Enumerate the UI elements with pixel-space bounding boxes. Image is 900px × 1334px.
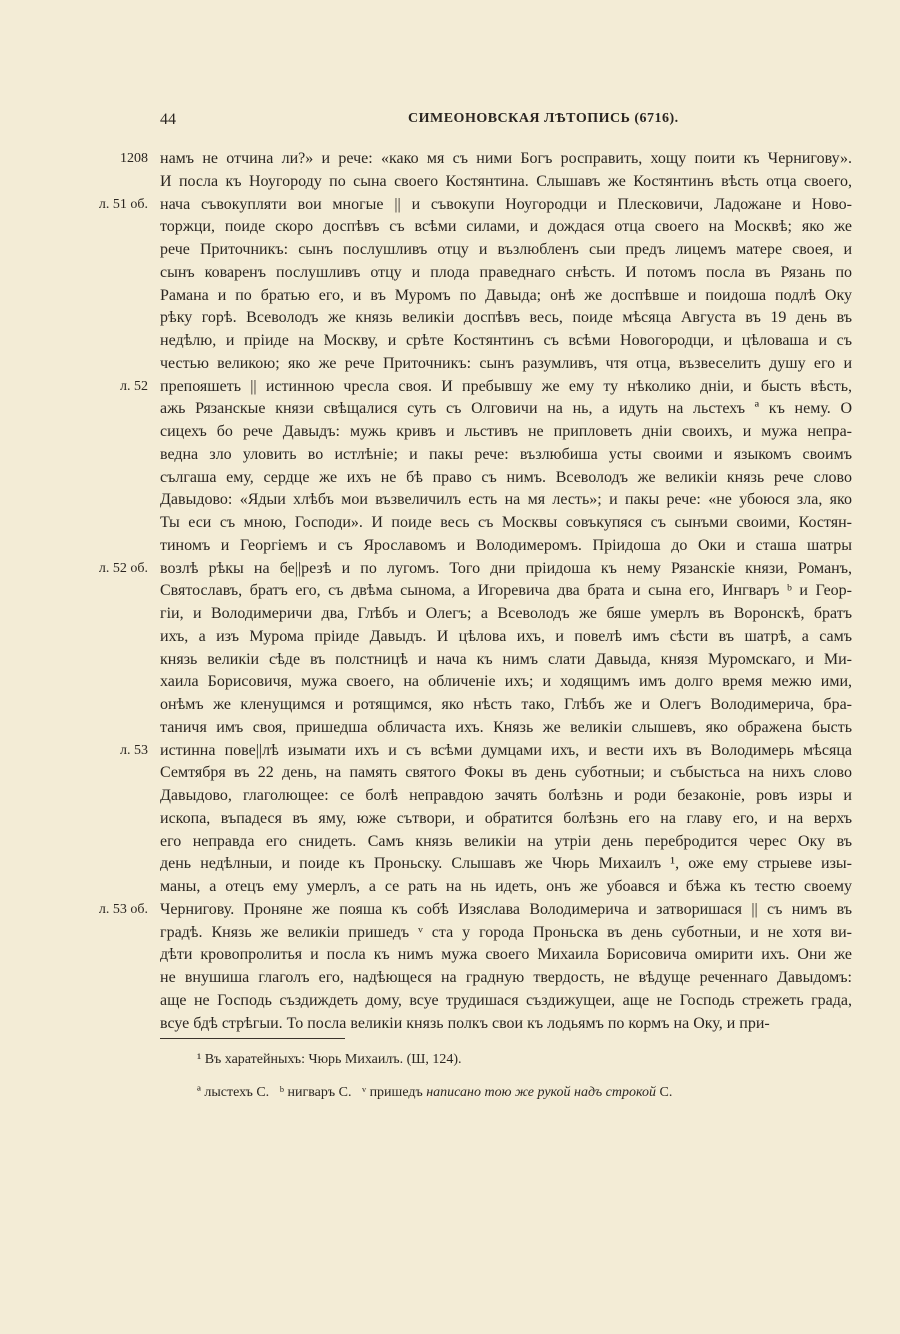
variant-a: ª лыстехъ С. [197,1085,270,1100]
text-line [0,876,900,899]
text-line [0,535,900,558]
text-line [0,717,900,740]
line-text: князь великіи сѣде въ полстницѣ и нача къ нимъ слати Давыда, князя Муромскаго, и Ми- [160,650,852,668]
line-text: честью великою; яко же рече Приточникъ: сынъ разумливъ, чтя отца, възвеселить душу его и [160,354,852,372]
line-text: намъ не отчина ли?» и рече: «како мя съ ними Богъ росправить, хощу поити къ Чернигову». [160,150,852,167]
line-text: день недѣлныи, и поиде къ Проньску. Слышавъ же Чюрь Михаилъ ¹, оже ему стрыеве изы- [160,855,852,873]
text-line [0,353,900,376]
text-line [0,285,900,308]
line-text: ведна зло уловить во истлѣніе; и пакы рече: възлюбиша усты своими и языкомъ своимъ [160,445,852,463]
line-text: не внушиша глаголъ его, надѣющеся на градную твердость, не вѣдуще реченнаго Давыдомъ: [160,969,852,986]
line-text: маны, а отецъ ему умерлъ, а се рать на нь идеть, онъ же убоався и бѣжа къ тестю своему [160,878,852,895]
text-line [0,762,900,785]
line-text: ископа, въпадеся въ яму, юже сътвори, и обратится болѣзнь его на главу его, и на верхъ [160,809,852,827]
text-line [0,489,900,512]
text-line [0,626,900,649]
variant-b: ᵇ нигваръ С. [279,1085,352,1100]
text-line [0,330,900,353]
footnote: ¹ Въ харатейныхъ: Чюрь Михаилъ. (Ш, 124). [197,1052,462,1067]
text-line [0,740,900,763]
margin-note: л. 52 [120,378,148,394]
variant-c-note: написано тою же рукой надъ строкой [426,1085,657,1100]
line-text: Ты еси съ мною, Господи». И поиде весь съ Москвы совъкупяся съ сынъми своими, Костян- [160,514,852,531]
line-text: ажь Рязанскые князи свѣщалися суть съ Олговичи на нь, а идуть на льстехъ ª къ нему. О [160,400,852,418]
text-line [0,398,900,421]
text-line [0,262,900,285]
line-text: рече Приточникъ: сынъ послушливъ отцу и възлюбленъ сыи предъ лицемъ матере своея, и [160,241,852,258]
line-text: хаила Борисовичя, мужа своего, на обличеніе ихъ; и ходящимъ имъ долго время межю ими, [160,673,852,691]
line-text: таничя имъ своя, пришедша обличаста ихъ. Князь же великіи слышевъ, яко ображена бысть [160,718,852,736]
page-number: 44 [160,111,176,128]
text-line [0,580,900,603]
line-text: сицехъ бо рече Давыдъ: мужь кривъ и льстивъ не припловеть дніи своихъ, и мужа непра- [160,423,852,440]
footnote-divider [160,1038,345,1039]
margin-note: л. 52 об. [98,560,148,576]
text-line [0,216,900,239]
text-line [0,853,900,876]
text-line [0,467,900,490]
text-line [0,558,900,581]
line-text: препояшеть || истинною чресла своя. И пребывшу же ему ту нѣколико дніи, и бысть вѣсть, [160,377,852,395]
variant-c-source: С. [659,1085,673,1100]
line-text: Святославъ, братъ его, съ двѣма сынома, а Игоревича два брата и сына его, Ингваръ ᵇ и Геор- [160,582,852,600]
text-line [0,922,900,945]
text-line [0,512,900,535]
line-text: гіи, и Володимеричи два, Глѣбъ и Олегъ; а Всеволодъ же бяше умерлъ въ Воронскѣ, братъ [160,605,852,622]
text-line [0,603,900,626]
margin-note: л. 51 об. [98,196,148,212]
text-line [0,307,900,330]
line-text: недѣлю, и пріиде на Москву, и срѣте Костянтинъ съ всѣми Новогородци, и цѣловаша и съ [160,332,852,349]
page-header [0,105,900,135]
text-line [0,899,900,922]
text-line [0,944,900,967]
text-line [0,239,900,262]
chronicle-text [0,148,900,1035]
line-text: Чернигову. Проняне же пояша къ собѣ Изяслава Володимерича и затворишася || съ нимъ въ [160,900,852,918]
text-line [0,694,900,717]
line-text: его неправда его снидеть. Самъ князь великіи на утріи день перебродится черес Оку въ [160,832,852,850]
line-text: аще не Господь създиждеть дому, всуе трудишася създижущеи, аще не Господь стрежеть града, [160,991,852,1009]
line-text: дѣти кровопролитья и посла къ нимъ мужа своего Михаила Борисовича омирити ихъ. Они же [160,946,852,964]
text-line [0,785,900,808]
line-text: истинна пове||лѣ изымати ихъ и съ всѣми думцами ихъ, и вести ихъ въ Володимерь мѣсяца [160,741,852,759]
text-line [0,421,900,444]
line-text: градѣ. Князь же великіи пришедъ ᵛ ста у города Проньска въ день суботныи, и не хотя ви- [160,923,852,941]
text-line [0,649,900,672]
text-line [0,444,900,467]
line-text: Давыдово, глаголющее: се болѣ неправдою зачять болѣзнь и роди безаконіе, ровъ изры и [160,787,852,804]
text-line [0,194,900,217]
running-title: СИМЕОНОВСКАЯ ЛѢТОПИСЬ (6716). [408,111,679,126]
variant-readings [197,1085,672,1101]
line-text: Семтября въ 22 день, на память святого Фокы въ день суботныи; и събыстьса на нихъ слово [160,764,852,782]
text-line [0,831,900,854]
line-text: сынъ коваренъ послушливъ отцу и плода праведнаго снѣсть. И потомъ посла въ Рязань по [160,263,852,281]
line-text: И посла къ Ноугороду по сына своего Костянтина. Слышавъ же Костянтинъ вѣсть отца своего, [160,172,852,190]
text-line [0,967,900,990]
line-text: всуе бдѣ стрѣгыи. То посла великіи князь полкъ свои къ лодьямъ по кормъ на Оку, и при- [160,1014,770,1032]
text-line [0,171,900,194]
text-line [0,808,900,831]
text-line [0,671,900,694]
line-text: Давыдово: «Ядыи хлѣбъ мои възвеличилъ есть на мя лесть»; и пакы рече: «не убоюся зла, яко [160,491,852,509]
line-text: торжци, поиде скоро доспѣвъ съ всѣми силами, и дождася отца своего на Москвѣ; яко же [160,218,852,236]
line-text: рѣку горѣ. Всеволодъ же князь великіи доспѣвъ весь, поиде мѣсяца Августа въ 19 день въ [160,309,852,327]
line-text: Рамана и по братью его, и въ Муромъ по Давыда; онѣ же доспѣвше и поидоша подлѣ Оку [160,286,852,304]
text-line [0,1013,900,1036]
text-line [0,148,900,171]
margin-note: л. 53 [120,742,148,758]
line-text: онѣмъ же кленущимся и ротящимся, яко нѣсть тако, Глѣбъ же и Олегъ Володимерича, бра- [160,696,852,713]
margin-note: л. 53 об. [98,901,148,917]
line-text: нача съвокупляти вои многые || и съвокупи Ноугородци и Плесковичи, Ладожане и Ново- [160,195,852,213]
line-text: сългаша ему, сердце же ихъ не бѣ право съ нимъ. Всеволодъ же великіи князь рече слово [160,468,852,486]
line-text: ихъ, а изъ Мурома пріиде Давыдъ. И цѣлова ихъ, и повелѣ имъ сѣсти въ шатрѣ, а самъ [160,627,852,645]
text-line [0,990,900,1013]
margin-note: 1208 [120,151,148,166]
text-line [0,376,900,399]
line-text: тиномъ и Георгіемъ и съ Ярославомъ и Володимеромъ. Пріидоша до Оки и сташа шатры [160,536,852,554]
variant-c: ᵛ пришедъ [361,1085,423,1100]
line-text: возлѣ рѣкы на бе||резѣ и по лугомъ. Того дни пріидоша къ нему Рязанскіе князи, Романъ, [160,559,852,577]
